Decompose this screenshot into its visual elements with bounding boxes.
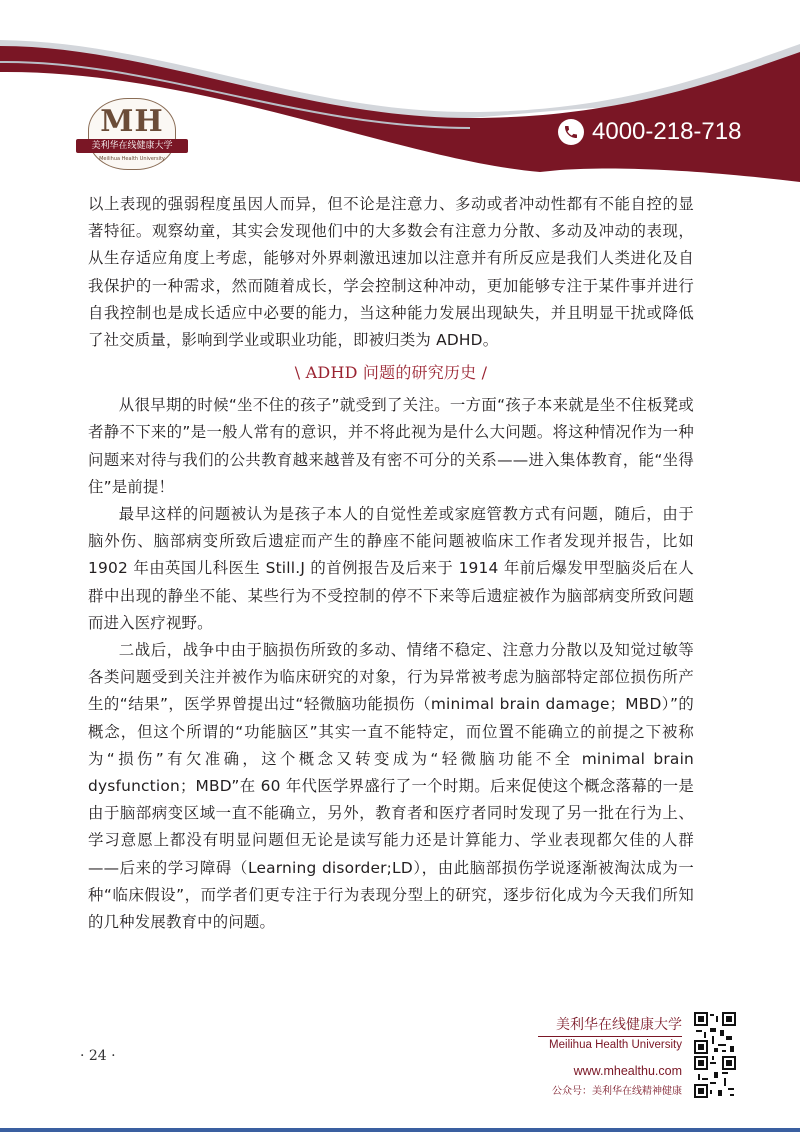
paragraph-3: 最早这样的问题被认为是孩子本人的自觉性差或家庭管教方式有问题，随后，由于脑外伤、脑部病变所致后遗症而产生的静座不能问题被临床工作者发现并报告，比如 1902 年由英国儿科医生 Still.J 的首例报告及后来于 1914 年前后爆发甲型脑炎后在人群中出现的静坐不能、某些行为不受控制的停不下来等后遗症被作为脑部病变所致问题而进入医疗视野。: [88, 505, 694, 632]
hotline: [558, 118, 741, 146]
qr-code-icon[interactable]: [694, 1056, 736, 1098]
footer-bottom-rule: [0, 1128, 800, 1132]
footer-website[interactable]: www.mhealthu.com: [573, 1064, 682, 1078]
section-title: \ ADHD 问题的研究历史 /: [294, 363, 488, 383]
university-logo: [74, 96, 190, 182]
footer-wechat: 公众号：美利华在线精神健康: [552, 1086, 682, 1097]
footer-university-en: Meilihua Health University: [549, 1039, 682, 1051]
qr-code-icon[interactable]: [694, 1012, 736, 1054]
logo-ribbon-text: 美利华在线健康大学: [76, 139, 188, 153]
logo-sub-text: Meilihua Health University: [99, 156, 165, 162]
logo-monogram: MH: [100, 104, 164, 139]
paragraph-2: 从很早期的时候“坐不住的孩子”就受到了关注。一方面“孩子本来就是坐不住板凳或者静不下来的”是一般人常有的意识，并不将此视为是什么大问题。将这种情况作为一种问题来对待与我们的公共教育越来越普及有密不可分的关系——进入集体教育，能“坐得住”是前提！: [88, 396, 694, 496]
paragraph-1: 以上表现的强弱程度虽因人而异，但不论是注意力、多动或者冲动性都有不能自控的显著特征。观察幼童，其实会发现他们中的大多数会有注意力分散、多动及冲动的表现，从生存适应角度上考虑，能够对外界刺激迅速加以注意并有所反应是我们人类进化及自我保护的一种需求，然而随着成长，学会控制这种冲动，更加能够专注于某件事并进行自我控制也是成长适应中必要的能力，当这种能力发展出现缺失，并且明显干扰或降低了社交质量，影响到学业或职业功能，即被归类为 ADHD。: [88, 195, 694, 350]
footer-divider: [538, 1036, 682, 1037]
page-number: · 24 ·: [80, 1048, 116, 1064]
footer-university-cn: 美利华在线健康大学: [556, 1017, 682, 1033]
phone-number: 4000-218-718: [592, 118, 742, 145]
article-body: [88, 191, 694, 936]
phone-icon: [558, 119, 584, 145]
paragraph-4: 二战后，战争中由于脑损伤所致的多动、情绪不稳定、注意力分散以及知觉过敏等各类问题受到关注并被作为临床研究的对象，行为异常被考虑为脑部特定部位损伤所产生的“结果”，医学界曾提出过“轻微脑功能损伤（minimal brain damage；MBD）”的概念，但这个所谓的“功能脑区”其实一直不能特定，而位置不能确立的前提之下被称为“损伤”有欠准确，这个概念又转变成为“轻微脑功能不全 minimal brain dysfunction；MBD”在 60 年代医学界盛行了一个时期。后来促使这个概念落幕的一是由于脑部病变区域一直不能确立，另外，教育者和医疗者同时发现了另一批在行为上、学习意愿上都没有明显问题但无论是读写能力还是计算能力、学业表现都欠佳的人群——后来的学习障碍（Learning disorder;LD），由此脑部损伤学说逐渐被淘汰成为一种“临床假设”，而学者们更专注于行为表现分型上的研究，逐步衍化成为今天我们所知的几种发展教育中的问题。: [88, 641, 694, 932]
